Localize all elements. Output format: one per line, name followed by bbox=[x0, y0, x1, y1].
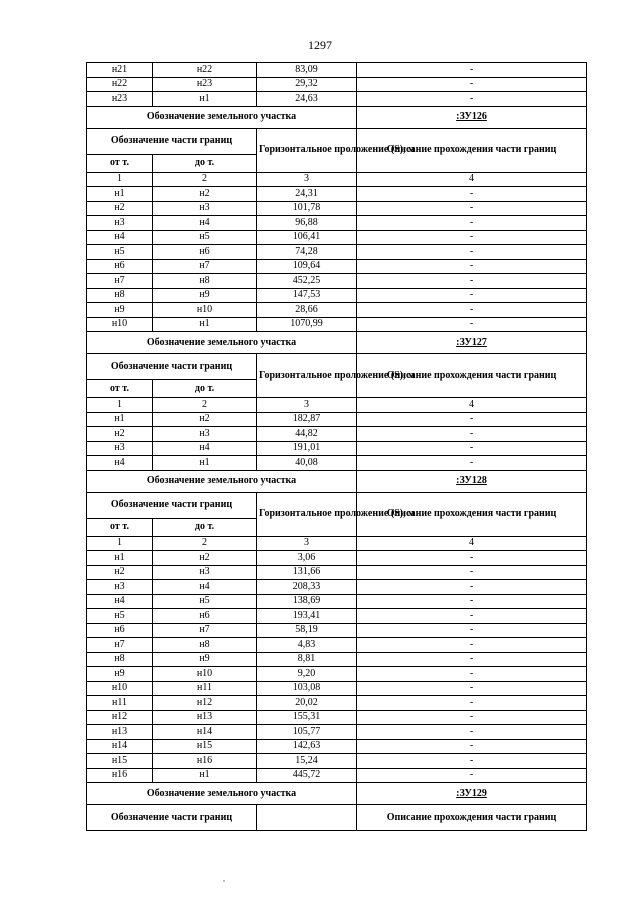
length-cell: 58,19 bbox=[257, 623, 357, 638]
from-point-cell: н3 bbox=[87, 216, 153, 231]
table-row bbox=[87, 412, 587, 427]
column-number-3: 3 bbox=[257, 398, 357, 413]
length-cell: 142,63 bbox=[257, 739, 357, 754]
description-cell: - bbox=[357, 565, 587, 580]
table-row bbox=[87, 216, 587, 231]
length-cell: 29,32 bbox=[257, 77, 357, 92]
length-cell: 44,82 bbox=[257, 427, 357, 442]
column-number-4: 4 bbox=[357, 536, 587, 551]
to-point-cell: н8 bbox=[153, 274, 257, 289]
column-number-2: 2 bbox=[153, 536, 257, 551]
column-header-row bbox=[87, 805, 587, 831]
description-header: Описание прохождения части границ bbox=[357, 128, 587, 172]
description-cell: - bbox=[357, 652, 587, 667]
to-point-cell: н1 bbox=[153, 768, 257, 783]
description-cell: - bbox=[357, 754, 587, 769]
table-row bbox=[87, 259, 587, 274]
to-point-cell: н11 bbox=[153, 681, 257, 696]
column-number-4: 4 bbox=[357, 398, 587, 413]
length-cell: 1070,99 bbox=[257, 317, 357, 332]
length-cell: 452,25 bbox=[257, 274, 357, 289]
to-point-cell: н1 bbox=[153, 92, 257, 107]
horizontal-length-header: Горизонтальное проложение (S), м bbox=[257, 128, 357, 172]
to-point-cell: н3 bbox=[153, 201, 257, 216]
part-designation-header: Обозначение части границ bbox=[87, 492, 257, 518]
to-point-header: до т. bbox=[153, 154, 257, 172]
column-number-1: 1 bbox=[87, 398, 153, 413]
to-point-cell: н4 bbox=[153, 580, 257, 595]
to-point-cell: н7 bbox=[153, 259, 257, 274]
plot-designation-row bbox=[87, 106, 587, 128]
from-point-cell: н10 bbox=[87, 317, 153, 332]
table-row bbox=[87, 551, 587, 566]
boundary-table-body bbox=[87, 63, 587, 831]
from-point-cell: н21 bbox=[87, 63, 153, 78]
table-row bbox=[87, 303, 587, 318]
plot-designation-label: Обозначение земельного участка bbox=[87, 106, 357, 128]
table-row bbox=[87, 427, 587, 442]
from-point-cell: н2 bbox=[87, 565, 153, 580]
table-row bbox=[87, 725, 587, 740]
description-cell: - bbox=[357, 456, 587, 471]
from-point-header: от т. bbox=[87, 518, 153, 536]
plot-designation-label: Обозначение земельного участка bbox=[87, 332, 357, 354]
from-point-cell: н8 bbox=[87, 652, 153, 667]
from-point-cell: н1 bbox=[87, 187, 153, 202]
from-point-cell: н7 bbox=[87, 274, 153, 289]
description-cell: - bbox=[357, 216, 587, 231]
length-cell: 445,72 bbox=[257, 768, 357, 783]
plot-designation-label: Обозначение земельного участка bbox=[87, 470, 357, 492]
plot-designation-label: Обозначение земельного участка bbox=[87, 783, 357, 805]
from-point-cell: н16 bbox=[87, 768, 153, 783]
table-row bbox=[87, 623, 587, 638]
from-point-cell: н7 bbox=[87, 638, 153, 653]
to-point-cell: н9 bbox=[153, 652, 257, 667]
length-cell: 28,66 bbox=[257, 303, 357, 318]
description-cell: - bbox=[357, 638, 587, 653]
length-cell: 24,63 bbox=[257, 92, 357, 107]
to-point-cell: н5 bbox=[153, 594, 257, 609]
to-point-cell: н10 bbox=[153, 667, 257, 682]
column-number-row bbox=[87, 398, 587, 413]
from-point-header: от т. bbox=[87, 380, 153, 398]
to-point-header: до т. bbox=[153, 380, 257, 398]
column-header-row bbox=[87, 492, 587, 518]
description-cell: - bbox=[357, 201, 587, 216]
description-header: Описание прохождения части границ bbox=[357, 354, 587, 398]
length-cell: 155,31 bbox=[257, 710, 357, 725]
length-cell: 191,01 bbox=[257, 441, 357, 456]
boundary-table bbox=[86, 62, 587, 831]
page-number: 1297 bbox=[308, 38, 332, 52]
to-point-cell: н1 bbox=[153, 317, 257, 332]
description-cell: - bbox=[357, 580, 587, 595]
to-point-cell: н5 bbox=[153, 230, 257, 245]
length-cell: 4,83 bbox=[257, 638, 357, 653]
from-point-cell: н1 bbox=[87, 412, 153, 427]
from-point-cell: н23 bbox=[87, 92, 153, 107]
to-point-cell: н6 bbox=[153, 609, 257, 624]
column-number-3: 3 bbox=[257, 172, 357, 187]
to-point-cell: н7 bbox=[153, 623, 257, 638]
length-cell: 147,53 bbox=[257, 288, 357, 303]
to-point-cell: н3 bbox=[153, 565, 257, 580]
from-point-cell: н10 bbox=[87, 681, 153, 696]
description-cell: - bbox=[357, 303, 587, 318]
part-designation-header: Обозначение части границ bbox=[87, 805, 257, 831]
plot-designation-value: :ЗУ129 bbox=[357, 783, 587, 805]
from-point-cell: н2 bbox=[87, 201, 153, 216]
length-cell: 40,08 bbox=[257, 456, 357, 471]
description-cell: - bbox=[357, 259, 587, 274]
description-cell: - bbox=[357, 768, 587, 783]
description-cell: - bbox=[357, 288, 587, 303]
to-point-header: до т. bbox=[153, 518, 257, 536]
from-point-cell: н8 bbox=[87, 288, 153, 303]
description-cell: - bbox=[357, 696, 587, 711]
table-row bbox=[87, 652, 587, 667]
description-cell: - bbox=[357, 594, 587, 609]
description-cell: - bbox=[357, 710, 587, 725]
from-point-cell: н6 bbox=[87, 259, 153, 274]
from-point-cell: н13 bbox=[87, 725, 153, 740]
description-cell: - bbox=[357, 441, 587, 456]
description-cell: - bbox=[357, 92, 587, 107]
table-row bbox=[87, 681, 587, 696]
from-point-cell: н15 bbox=[87, 754, 153, 769]
column-number-1: 1 bbox=[87, 172, 153, 187]
from-point-header: от т. bbox=[87, 154, 153, 172]
column-header-row bbox=[87, 128, 587, 154]
table-row bbox=[87, 317, 587, 332]
length-cell: 182,87 bbox=[257, 412, 357, 427]
length-cell: 131,66 bbox=[257, 565, 357, 580]
table-row bbox=[87, 696, 587, 711]
table-row bbox=[87, 92, 587, 107]
description-cell: - bbox=[357, 317, 587, 332]
to-point-cell: н4 bbox=[153, 216, 257, 231]
table-row bbox=[87, 245, 587, 260]
table-row bbox=[87, 768, 587, 783]
from-point-cell: н5 bbox=[87, 609, 153, 624]
to-point-cell: н12 bbox=[153, 696, 257, 711]
plot-designation-row bbox=[87, 470, 587, 492]
horizontal-length-header: Горизонтальное проложение (S), м bbox=[257, 492, 357, 536]
description-cell: - bbox=[357, 551, 587, 566]
to-point-cell: н4 bbox=[153, 441, 257, 456]
part-designation-header: Обозначение части границ bbox=[87, 128, 257, 154]
to-point-cell: н1 bbox=[153, 456, 257, 471]
table-row bbox=[87, 638, 587, 653]
table-row bbox=[87, 565, 587, 580]
length-cell: 15,24 bbox=[257, 754, 357, 769]
column-number-2: 2 bbox=[153, 398, 257, 413]
to-point-cell: н15 bbox=[153, 739, 257, 754]
from-point-cell: н11 bbox=[87, 696, 153, 711]
scan-speck bbox=[223, 880, 225, 882]
to-point-cell: н14 bbox=[153, 725, 257, 740]
description-cell: - bbox=[357, 274, 587, 289]
table-row bbox=[87, 63, 587, 78]
description-cell: - bbox=[357, 187, 587, 202]
from-point-cell: н5 bbox=[87, 245, 153, 260]
length-cell: 208,33 bbox=[257, 580, 357, 595]
part-designation-header: Обозначение части границ bbox=[87, 354, 257, 380]
description-cell: - bbox=[357, 77, 587, 92]
to-point-cell: н9 bbox=[153, 288, 257, 303]
table-row bbox=[87, 230, 587, 245]
column-header-row bbox=[87, 354, 587, 380]
from-point-cell: н4 bbox=[87, 230, 153, 245]
length-cell: 20,02 bbox=[257, 696, 357, 711]
to-point-cell: н23 bbox=[153, 77, 257, 92]
column-number-2: 2 bbox=[153, 172, 257, 187]
to-point-cell: н8 bbox=[153, 638, 257, 653]
plot-designation-value: :ЗУ128 bbox=[357, 470, 587, 492]
length-cell: 74,28 bbox=[257, 245, 357, 260]
description-cell: - bbox=[357, 623, 587, 638]
description-cell: - bbox=[357, 609, 587, 624]
to-point-cell: н6 bbox=[153, 245, 257, 260]
column-number-1: 1 bbox=[87, 536, 153, 551]
table-row bbox=[87, 580, 587, 595]
table-row bbox=[87, 609, 587, 624]
length-cell: 101,78 bbox=[257, 201, 357, 216]
length-cell: 103,08 bbox=[257, 681, 357, 696]
description-cell: - bbox=[357, 667, 587, 682]
to-point-cell: н3 bbox=[153, 427, 257, 442]
length-cell: 83,09 bbox=[257, 63, 357, 78]
from-point-cell: н3 bbox=[87, 580, 153, 595]
from-point-cell: н4 bbox=[87, 594, 153, 609]
table-row bbox=[87, 456, 587, 471]
length-cell: 8,81 bbox=[257, 652, 357, 667]
plot-designation-row bbox=[87, 783, 587, 805]
to-point-cell: н22 bbox=[153, 63, 257, 78]
from-point-cell: н22 bbox=[87, 77, 153, 92]
length-cell: 105,77 bbox=[257, 725, 357, 740]
table-row bbox=[87, 441, 587, 456]
description-cell: - bbox=[357, 739, 587, 754]
to-point-cell: н2 bbox=[153, 412, 257, 427]
table-row bbox=[87, 754, 587, 769]
description-cell: - bbox=[357, 63, 587, 78]
from-point-cell: н6 bbox=[87, 623, 153, 638]
to-point-cell: н2 bbox=[153, 187, 257, 202]
length-cell: 106,41 bbox=[257, 230, 357, 245]
table-row bbox=[87, 594, 587, 609]
from-point-cell: н4 bbox=[87, 456, 153, 471]
column-number-4: 4 bbox=[357, 172, 587, 187]
from-point-cell: н14 bbox=[87, 739, 153, 754]
length-cell: 24,31 bbox=[257, 187, 357, 202]
from-point-cell: н12 bbox=[87, 710, 153, 725]
to-point-cell: н13 bbox=[153, 710, 257, 725]
from-point-cell: н3 bbox=[87, 441, 153, 456]
description-cell: - bbox=[357, 725, 587, 740]
length-cell: 193,41 bbox=[257, 609, 357, 624]
from-point-cell: н9 bbox=[87, 303, 153, 318]
length-cell: 138,69 bbox=[257, 594, 357, 609]
table-row bbox=[87, 274, 587, 289]
plot-designation-row bbox=[87, 332, 587, 354]
to-point-cell: н2 bbox=[153, 551, 257, 566]
description-cell: - bbox=[357, 427, 587, 442]
plot-designation-value: :ЗУ126 bbox=[357, 106, 587, 128]
description-cell: - bbox=[357, 681, 587, 696]
table-row bbox=[87, 739, 587, 754]
column-number-row bbox=[87, 172, 587, 187]
length-cell: 109,64 bbox=[257, 259, 357, 274]
to-point-cell: н16 bbox=[153, 754, 257, 769]
description-cell: - bbox=[357, 245, 587, 260]
description-cell: - bbox=[357, 412, 587, 427]
plot-designation-value: :ЗУ127 bbox=[357, 332, 587, 354]
description-header: Описание прохождения части границ bbox=[357, 805, 587, 831]
description-cell: - bbox=[357, 230, 587, 245]
table-row bbox=[87, 187, 587, 202]
table-row bbox=[87, 77, 587, 92]
horizontal-length-header-empty bbox=[257, 805, 357, 831]
table-row bbox=[87, 710, 587, 725]
description-header: Описание прохождения части границ bbox=[357, 492, 587, 536]
length-cell: 3,06 bbox=[257, 551, 357, 566]
from-point-cell: н9 bbox=[87, 667, 153, 682]
from-point-cell: н2 bbox=[87, 427, 153, 442]
column-number-row bbox=[87, 536, 587, 551]
length-cell: 96,88 bbox=[257, 216, 357, 231]
table-row bbox=[87, 667, 587, 682]
table-row bbox=[87, 201, 587, 216]
to-point-cell: н10 bbox=[153, 303, 257, 318]
from-point-cell: н1 bbox=[87, 551, 153, 566]
table-row bbox=[87, 288, 587, 303]
length-cell: 9,20 bbox=[257, 667, 357, 682]
column-number-3: 3 bbox=[257, 536, 357, 551]
horizontal-length-header: Горизонтальное проложение (S), м bbox=[257, 354, 357, 398]
